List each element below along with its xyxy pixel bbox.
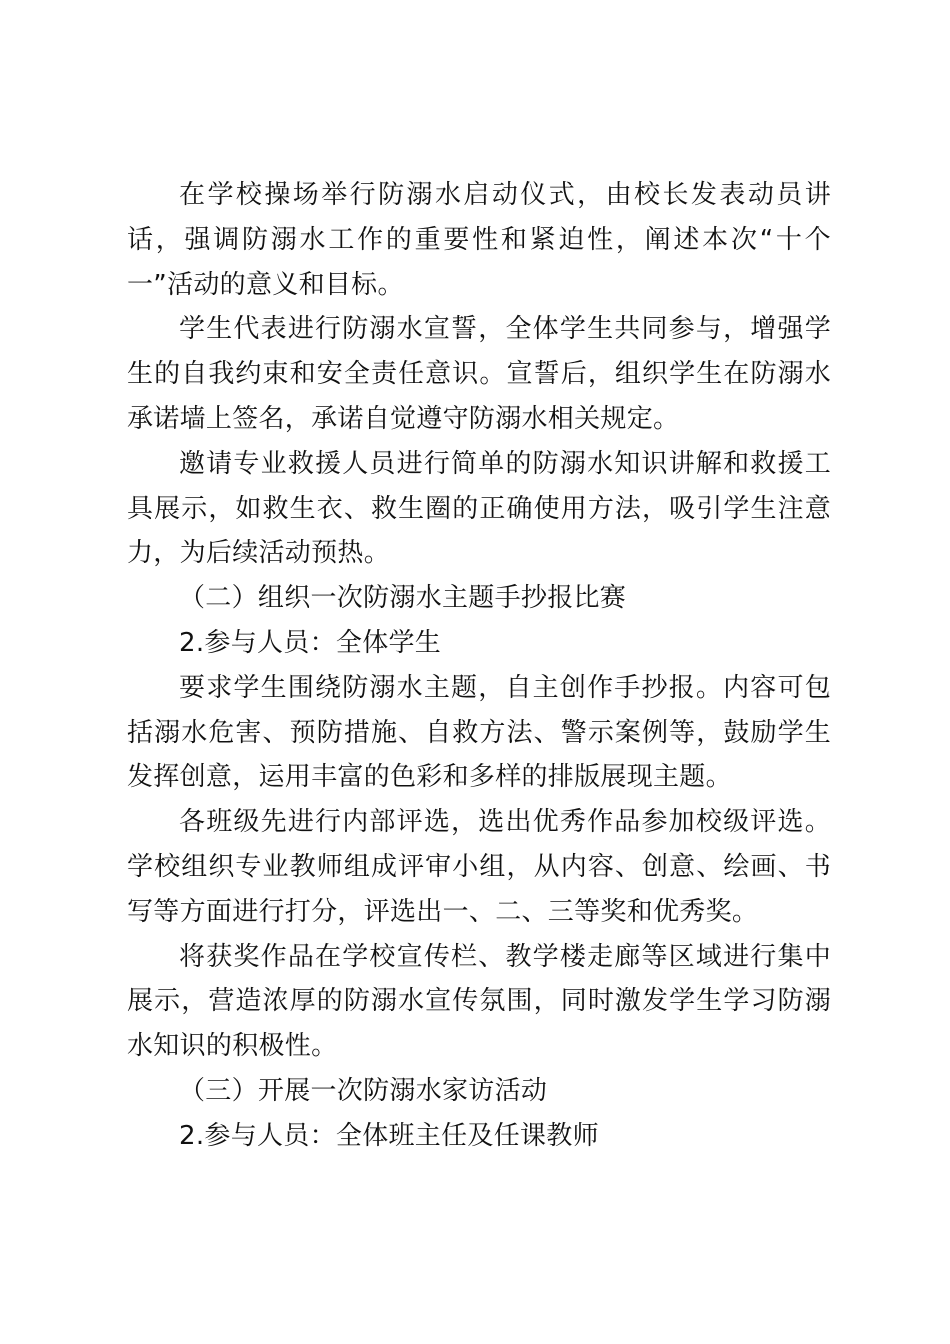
paragraph-launch-ceremony: 在学校操场举行防溺水启动仪式，由校长发表动员讲话，强调防溺水工作的重要性和紧迫性，阐述本次“十个一”活动的意义和目标。 xyxy=(127,180,831,300)
paragraph-poster-judging: 各班级先进行内部评选，选出优秀作品参加校级评选。学校组织专业教师组成评审小组，从内容、创意、绘画、书写等方面进行打分，评选出一、二、三等奖和优秀奖。 xyxy=(127,807,831,927)
paragraph-student-oath: 学生代表进行防溺水宣誓，全体学生共同参与，增强学生的自我约束和安全责任意识。宣誓后，组织学生在防溺水承诺墙上签名，承诺自觉遵守防溺水相关规定。 xyxy=(127,314,831,434)
paragraph-poster-display: 将获奖作品在学校宣传栏、教学楼走廊等区域进行集中展示，营造浓厚的防溺水宣传氛围，同时激发学生学习防溺水知识的积极性。 xyxy=(127,941,831,1062)
paragraph-rescue-demo: 邀请专业救援人员进行简单的防溺水知识讲解和救援工具展示，如救生衣、救生圈的正确使用方法，吸引学生注意力，为后续活动预热。 xyxy=(127,448,831,569)
section-heading-poster-contest: （二）组织一次防溺水主题手抄报比赛 xyxy=(179,583,627,614)
participants-line-teachers: 2.参与人员：全体班主任及任课教师 xyxy=(179,1120,599,1151)
participants-line-students: 2.参与人员：全体学生 xyxy=(179,627,442,658)
document-body xyxy=(127,173,831,1159)
paragraph-poster-requirements: 要求学生围绕防溺水主题，自主创作手抄报。内容可包括溺水危害、预防措施、自救方法、警示案例等，鼓励学生发挥创意，运用丰富的色彩和多样的排版展现主题。 xyxy=(127,672,831,793)
section-heading-home-visit: （三）开展一次防溺水家访活动 xyxy=(179,1075,548,1106)
